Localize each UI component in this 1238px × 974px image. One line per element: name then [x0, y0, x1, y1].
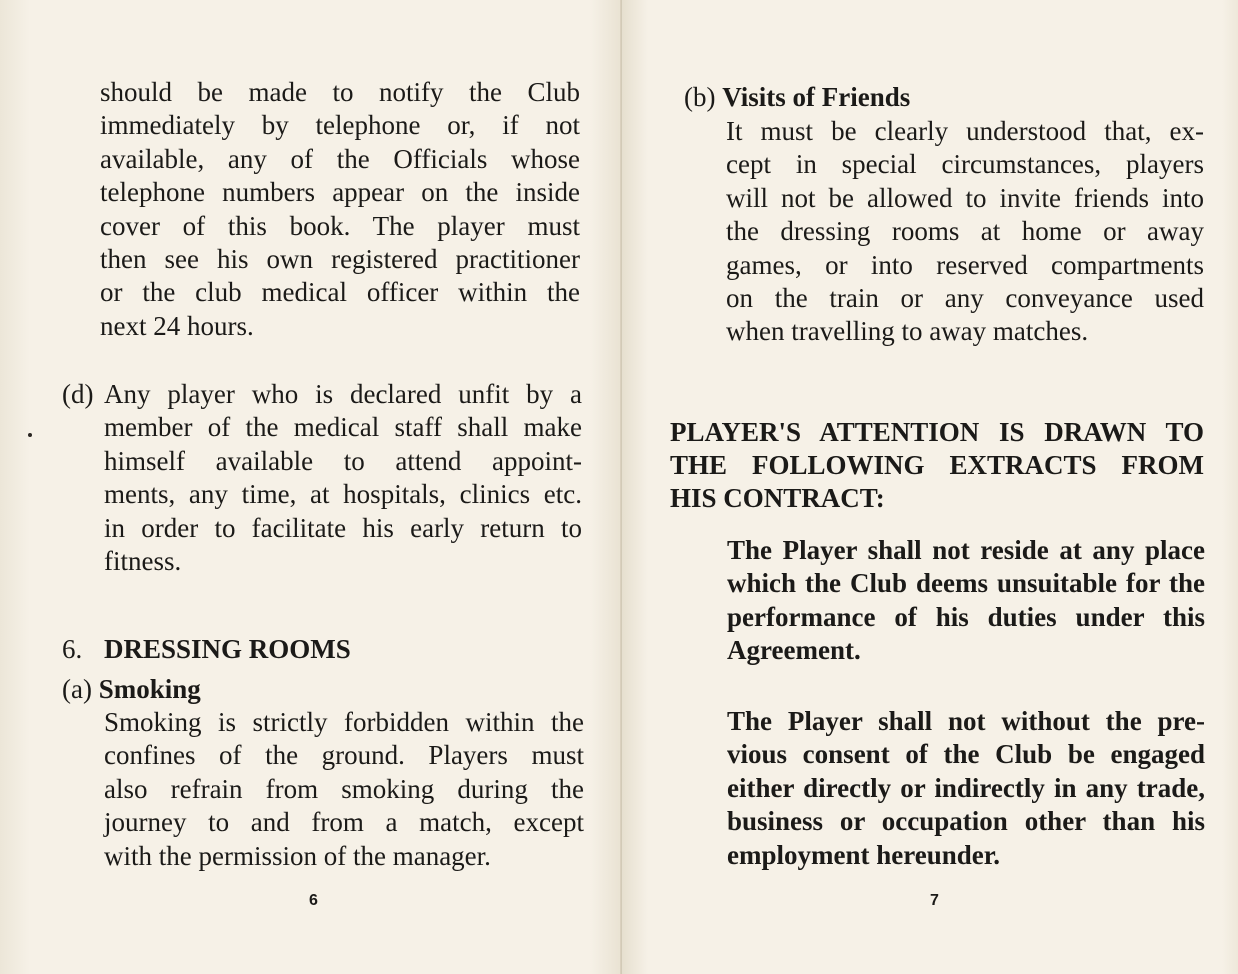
subheading-label: (b): [684, 82, 716, 112]
text-line: which the Club deems unsuitable for the: [727, 568, 1205, 599]
text-line: business or occupation other than his: [727, 806, 1205, 837]
text-line: when travelling to away matches.: [726, 316, 1089, 347]
contract-clause-employment: [727, 705, 1205, 872]
text-line: Smoking is strictly forbidden within the: [104, 707, 584, 737]
text-line: telephone numbers appear on the inside: [100, 177, 580, 208]
text-line: himself available to attend appoint-: [104, 445, 582, 476]
heading-line: HIS CONTRACT:: [670, 483, 885, 513]
text-line: then see his own registered practitioner: [100, 244, 580, 275]
paragraph-visits: [726, 115, 1204, 349]
text-line: fitness.: [104, 546, 182, 577]
contract-notice-heading: [670, 416, 1204, 515]
text-line: vious consent of the Club be engaged: [727, 739, 1205, 770]
text-line: available, any of the Officials whose: [100, 143, 580, 174]
text-line: with the permission of the manager.: [104, 840, 491, 871]
section-title: DRESSING ROOMS: [104, 634, 351, 664]
text-line: also refrain from smoking during the: [104, 773, 584, 804]
heading-line: THE FOLLOWING EXTRACTS FROM: [670, 450, 1204, 480]
text-line: or the club medical officer within the: [100, 277, 580, 308]
text-line: will not be allowed to invite friends into: [726, 182, 1204, 213]
paragraph-smoking: [104, 706, 584, 873]
ink-speck: [28, 433, 32, 437]
text-line: games, or into reserved compartments: [726, 249, 1204, 280]
text-line: confines of the ground. Players must: [104, 740, 584, 771]
text-line: The Player shall not reside at any place: [727, 535, 1205, 565]
text-line: either directly or indirectly in any trade,: [727, 772, 1205, 803]
page-number: 7: [930, 892, 939, 909]
text-line: the dressing rooms at home or away: [726, 216, 1204, 247]
text-line: Any player who is declared unfit by a: [104, 379, 582, 409]
text-line: performance of his duties under this: [727, 601, 1205, 632]
text-line: should be made to notify the Club: [100, 77, 580, 107]
page-number: 6: [309, 892, 318, 909]
contract-clause-residence: [727, 534, 1205, 668]
section-heading: [62, 632, 351, 666]
subheading-title: Smoking: [98, 674, 201, 704]
text-line: journey to and from a match, except: [104, 807, 584, 838]
text-line: It must be clearly understood that, ex-: [726, 116, 1204, 146]
subheading-title: Visits of Friends: [722, 82, 911, 112]
subheading-visits: [684, 80, 910, 114]
text-line: in order to facilitate his early return to: [104, 512, 582, 543]
text-line: The Player shall not without the pre-: [727, 706, 1205, 736]
text-line: ments, any time, at hospitals, clinics etc.: [104, 479, 582, 510]
text-line: employment hereunder.: [727, 839, 1000, 870]
text-line: cept in special circumstances, players: [726, 149, 1204, 180]
paragraph-c-continued: [100, 76, 580, 343]
paragraph-d: [104, 378, 582, 578]
paragraph-d-label: (d): [62, 379, 94, 409]
text-line: immediately by telephone or, if not: [100, 110, 580, 141]
text-line: cover of this book. The player must: [100, 210, 580, 241]
text-line: member of the medical staff shall make: [104, 412, 582, 443]
subheading-smoking: [62, 672, 201, 706]
section-number: 6.: [62, 634, 83, 664]
text-line: on the train or any conveyance used: [726, 283, 1204, 314]
text-line: next 24 hours.: [100, 310, 254, 341]
heading-line: PLAYER'S ATTENTION IS DRAWN TO: [670, 417, 1204, 447]
subheading-label: (a): [62, 674, 92, 704]
text-line: Agreement.: [727, 635, 861, 666]
